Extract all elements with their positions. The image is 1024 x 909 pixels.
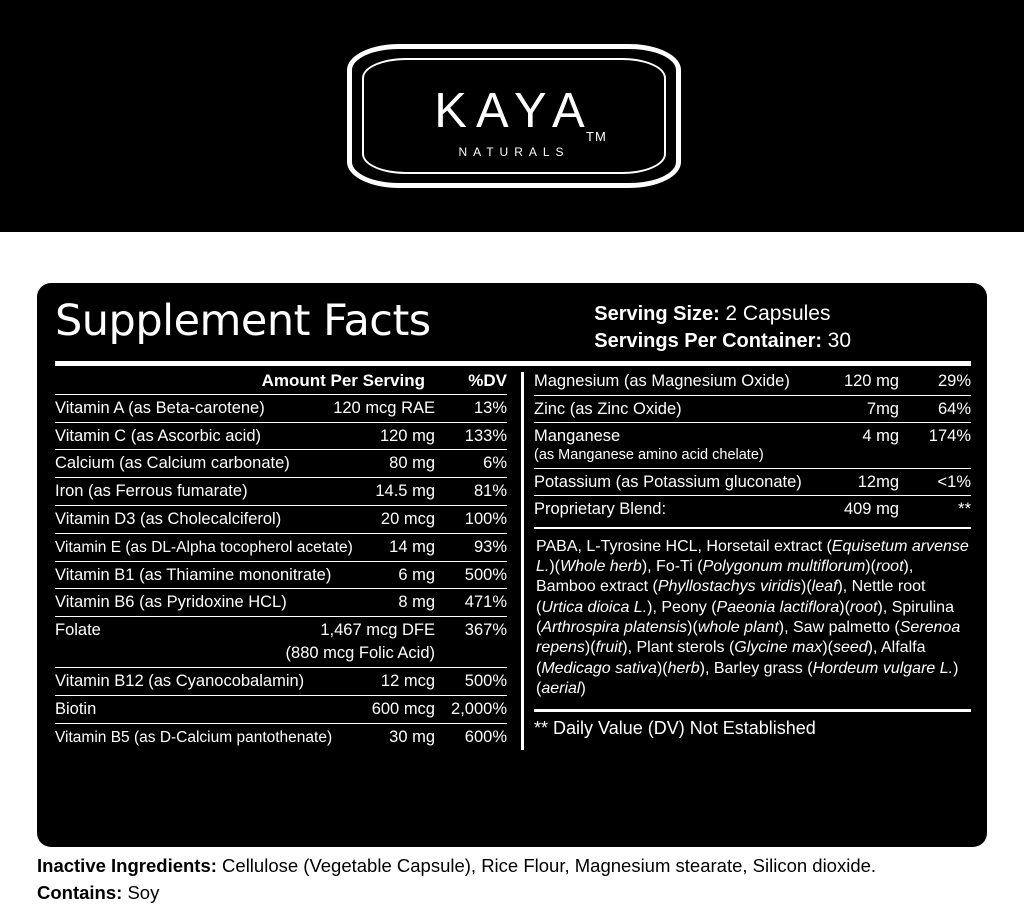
amount-per-serving-header: Amount Per Serving [261,370,425,390]
nutrient-amount: 600 mcg [371,699,435,718]
nutrient-dv: 471% [464,593,507,612]
nutrient-amount: 1,467 mcg DFE [320,621,435,640]
nutrient-name: Magnesium (as Magnesium Oxide) [534,371,790,390]
column-headers [55,366,507,394]
dv-header: %DV [468,370,507,390]
nutrient-dv: 133% [464,426,507,445]
nutrient-dv: 500% [464,565,507,584]
nutrient-dv: 64% [937,399,971,418]
brand-subtitle: NATURALS [458,145,570,159]
table-row [534,495,971,523]
nutrient-amount: 409 mg [843,500,899,519]
nutrient-amount: 7mg [866,399,899,418]
nutrient-name: Proprietary Blend: [534,500,667,519]
nutrient-name: Biotin [55,699,97,718]
nutrient-amount: 14 mg [389,537,435,556]
table-row [534,395,971,423]
table-row [55,616,507,644]
inactive-ingredients-line [37,853,997,880]
nutrient-name: Vitamin E (as DL-Alpha tocopherol acetate) [55,538,353,556]
serving-size-line [594,301,851,328]
table-row [55,667,507,695]
nutrient-dv: 29% [937,371,971,390]
nutrient-amount: 30 mg [389,727,435,746]
nutrient-dv: 13% [473,398,507,417]
table-row [55,588,507,616]
supplement-facts-panel [37,283,987,847]
nutrient-name: Vitamin D3 (as Cholecalciferol) [55,509,282,528]
facts-right-column [534,366,971,751]
facts-left-column [55,366,517,751]
proprietary-blend-ingredients: PABA, L-Tyrosine HCL, Horsetail extract (Equisetum arvense L.)(Whole herb), Fo-Ti (Polygonum multiflorum)(root), Bamboo extract (Phyllostachys viridis)(leaf), Nettle root (Urtica dioica L.), Peony (Paeonia lactiflora)(root), Spirulina (Arthrospira platensis)(whole plant), Saw palmetto (Serenoa repens)(fruit), Plant sterols (Glycine max)(seed), Alfalfa (Medicago sativa)(herb), Barley grass (Hordeum vulgare L.)(aerial) [536,537,969,697]
nutrient-name: Vitamin B5 (as D-Calcium pantothenate) [55,728,333,746]
nutrient-name: Vitamin A (as Beta-carotene) [55,398,265,417]
contains-line [37,880,997,907]
nutrient-name: Vitamin B12 (as Cyanocobalamin) [55,671,305,690]
table-row [55,477,507,505]
table-row [55,505,507,533]
contains-label: Contains: [37,881,123,903]
brand-trademark: TM [586,129,607,144]
servings-per-container-label: Servings Per Container: [594,329,823,352]
nutrient-name-sub: (as Manganese amino acid chelate) [534,447,764,464]
folate-folic-acid-note: (880 mcg Folic Acid) [285,643,435,662]
inactive-ingredients-label: Inactive Ingredients: [37,855,217,876]
nutrient-dv: ** [958,500,971,519]
nutrient-amount: 14.5 mg [375,482,435,501]
nutrient-name: Potassium (as Potassium gluconate) [534,472,802,491]
nutrient-dv: 93% [473,537,507,556]
nutrient-name: Vitamin B1 (as Thiamine mononitrate) [55,565,332,584]
contains-value: Soy [127,881,160,903]
page-title: Supplement Facts [55,296,431,346]
nutrient-name: Zinc (as Zinc Oxide) [534,399,682,418]
nutrient-amount: 6 mg [398,565,435,584]
serving-info [594,301,851,355]
nutrient-name: Calcium (as Calcium carbonate) [55,454,290,473]
servings-per-container-value: 30 [827,328,851,352]
nutrient-amount: 120 mcg RAE [333,398,435,417]
table-row [55,449,507,477]
nutrient-amount: 80 mg [389,454,435,473]
table-row [55,723,507,751]
nutrient-amount: 8 mg [398,593,435,612]
table-row [534,422,971,467]
nutrient-dv: 600% [464,727,507,746]
brand-header-band [0,0,1024,232]
facts-columns [55,366,971,751]
facts-header [55,293,971,355]
table-row [55,533,507,561]
nutrient-amount: 120 mg [843,371,899,390]
inactive-ingredients-value: Cellulose (Vegetable Capsule), Rice Flour, Magnesium stearate, Silicon dioxide. [222,855,877,876]
serving-size-label: Serving Size: [594,303,720,325]
table-row [55,422,507,450]
table-row [534,468,971,496]
nutrient-dv: 500% [464,671,507,690]
nutrient-name: Iron (as Ferrous fumarate) [55,482,248,501]
nutrient-amount: 12 mcg [380,671,435,690]
nutrient-name: Folate [55,621,101,640]
nutrient-dv: 6% [483,454,507,473]
nutrient-amount: 12mg [857,472,899,491]
nutrient-dv: 81% [473,482,507,501]
brand-wordmark: KAYA [434,84,594,138]
nutrient-amount: 120 mg [379,426,435,445]
nutrient-name: Vitamin C (as Ascorbic acid) [55,426,262,445]
nutrient-amount: 20 mcg [380,509,435,528]
column-divider [521,372,524,751]
nutrient-name-main: Manganese [534,427,621,446]
table-row [534,366,971,395]
serving-size-value: 2 Capsules [725,302,831,325]
nutrient-dv: <1% [937,472,971,491]
nutrient-dv: 367% [464,621,507,640]
brand-logo-frame [347,44,681,188]
servings-per-container-line [594,328,851,355]
nutrient-dv: 2,000% [451,699,507,718]
nutrient-amount: 4 mg [862,427,899,446]
daily-value-note: ** Daily Value (DV) Not Established [534,718,816,739]
table-row [55,394,507,422]
nutrient-dv: 100% [464,509,507,528]
nutrient-name: Vitamin B6 (as Pyridoxine HCL) [55,593,287,612]
nutrient-dv: 174% [928,427,971,446]
footer-ingredients [37,853,997,907]
table-row [55,561,507,589]
nutrient-name [534,427,803,464]
table-row [55,695,507,723]
